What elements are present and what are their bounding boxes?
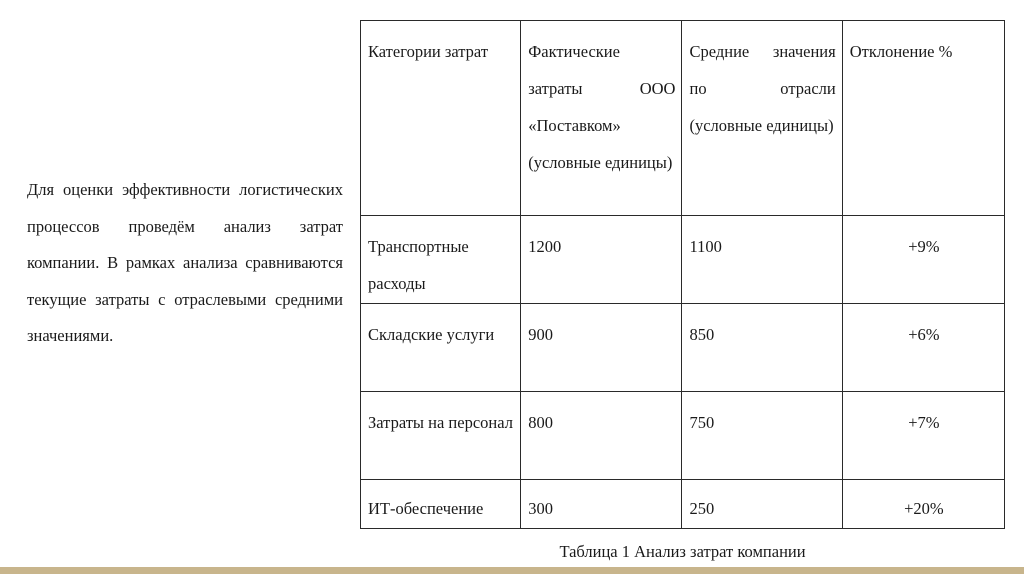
header-cell-category: Категории затрат (361, 21, 521, 216)
header-cell-deviation: Отклонение % (842, 21, 1004, 216)
cell-category: Складские услуги (361, 304, 521, 392)
table-header-row (361, 21, 1005, 216)
cell-average: 250 (682, 480, 842, 529)
header-cell-actual-costs: Фактические затраты ООО «Поставком» (условные единицы) (521, 21, 682, 216)
cell-category: Транспортные расходы (361, 216, 521, 304)
table-row (361, 480, 1005, 529)
cost-analysis-table (360, 20, 1005, 529)
bottom-accent-bar (0, 567, 1024, 574)
cell-actual: 900 (521, 304, 682, 392)
table-row (361, 216, 1005, 304)
cell-average: 850 (682, 304, 842, 392)
cell-category: ИТ-обеспечение (361, 480, 521, 529)
cell-actual: 300 (521, 480, 682, 529)
cell-average: 750 (682, 392, 842, 480)
cell-deviation: +20% (842, 480, 1004, 529)
table-caption: Таблица 1 Анализ затрат компании (559, 542, 806, 561)
cell-deviation: +9% (842, 216, 1004, 304)
cell-actual: 800 (521, 392, 682, 480)
table-row (361, 392, 1005, 480)
header-cell-industry-average: Средние значения по отрасли (условные единицы) (682, 21, 842, 216)
cell-deviation: +6% (842, 304, 1004, 392)
cell-average: 1100 (682, 216, 842, 304)
table-row (361, 304, 1005, 392)
cell-deviation: +7% (842, 392, 1004, 480)
cell-actual: 1200 (521, 216, 682, 304)
intro-paragraph: Для оценки эффективности логистических процессов проведём анализ затрат компании. В рамках анализа сравниваются текущие затраты с отраслевыми средними значениями. (27, 180, 343, 345)
cell-category: Затраты на персонал (361, 392, 521, 480)
